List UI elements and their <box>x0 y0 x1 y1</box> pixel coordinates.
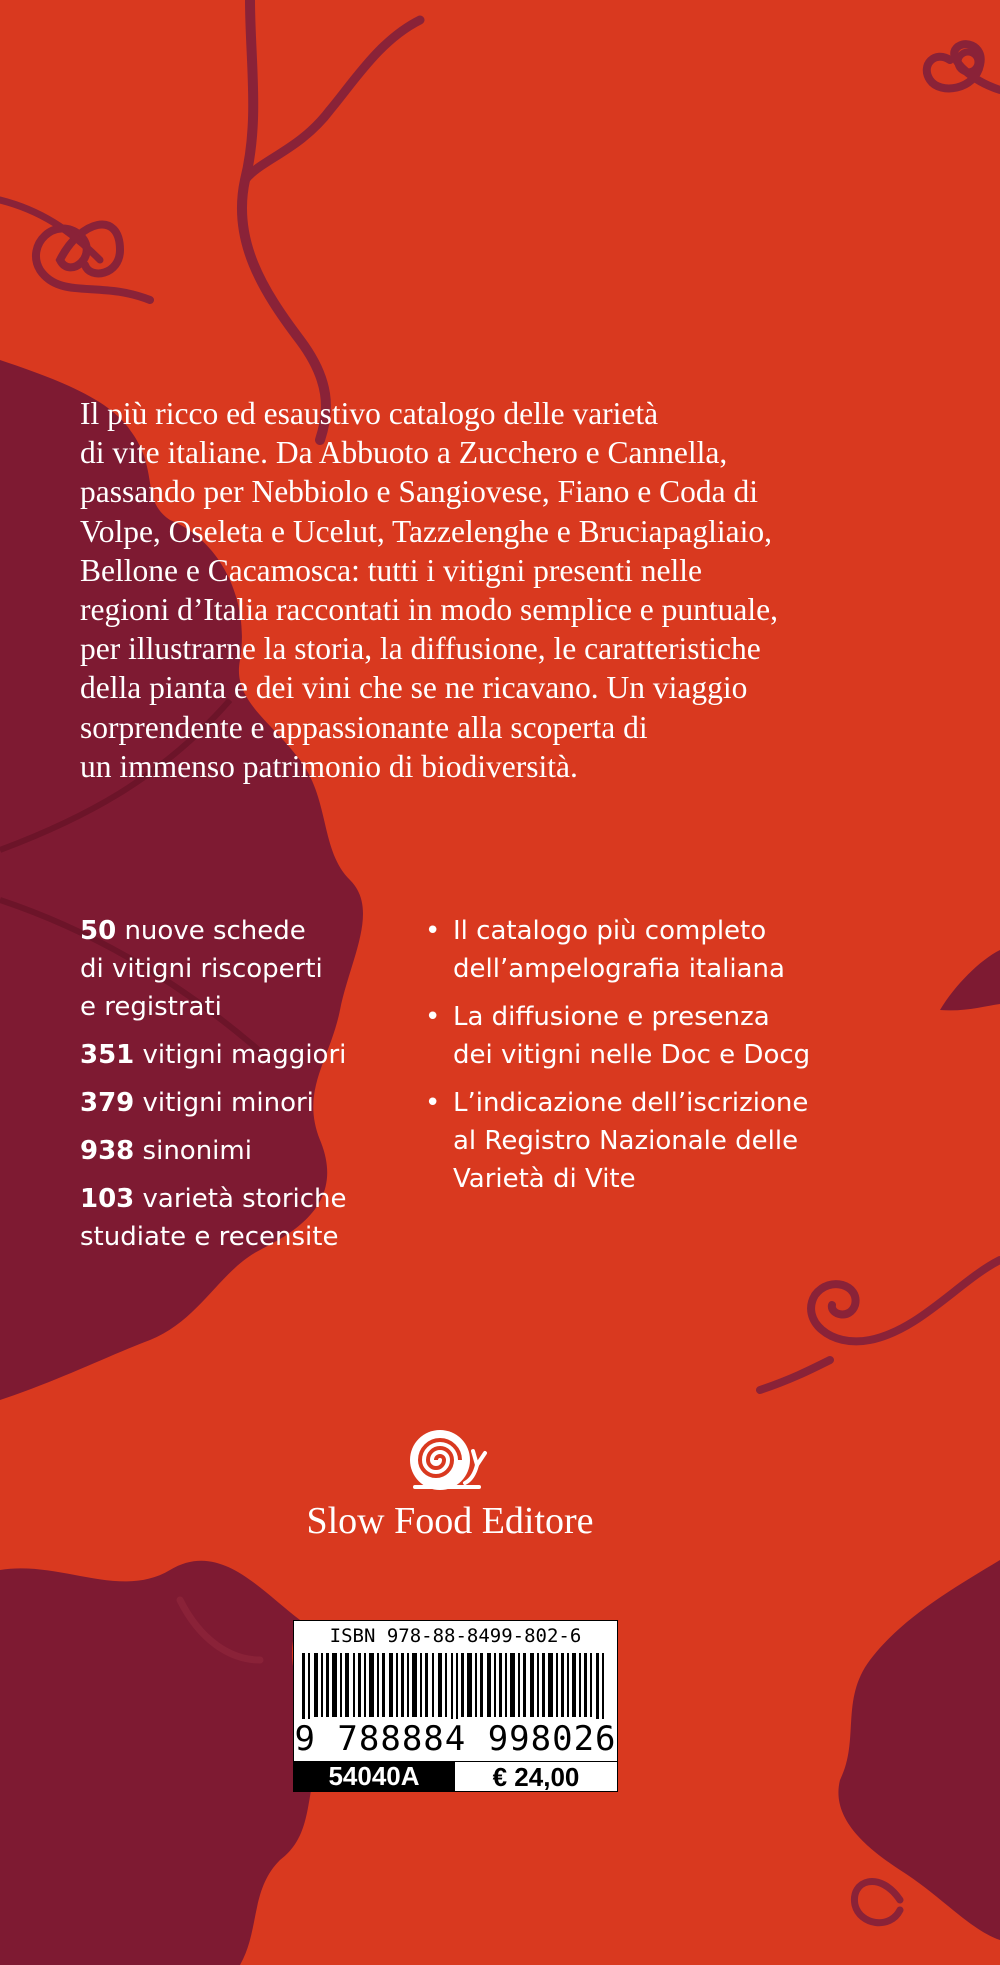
feature-text: al Registro Nazionale delle <box>453 1126 799 1156</box>
stat-number: 351 <box>80 1040 135 1070</box>
feature-text: Varietà di Vite <box>453 1164 636 1194</box>
stat-label: varietà storiche <box>134 1184 347 1214</box>
feature-text: dell’ampelografia italiana <box>453 954 785 984</box>
tendril-curl-top-left <box>36 225 150 300</box>
bullet-icon: • <box>425 1002 441 1032</box>
stat-label: nuove schede <box>116 916 306 946</box>
stat-item <box>80 1084 410 1122</box>
feature-text: L’indicazione dell’iscrizione <box>453 1088 809 1118</box>
description-line: di vite italiane. Da Abbuoto a Zucchero e Cannella, <box>80 435 728 471</box>
description-line: Bellone e Cacamosca: tutti i vitigni presenti nelle <box>80 552 702 588</box>
stat-number: 50 <box>80 916 117 946</box>
isbn-text: ISBN 978-88-8499-802-6 <box>329 1625 582 1647</box>
stat-item <box>80 1132 410 1170</box>
description-line: sorprendente e appassionante alla scoperta di <box>80 709 648 745</box>
stat-number: 379 <box>80 1088 135 1118</box>
stat-label: e registrati <box>80 992 222 1022</box>
barcode-label <box>293 1620 618 1792</box>
feature-text: dei vitigni nelle Doc e Docg <box>453 1040 811 1070</box>
barcode-icon <box>302 1653 609 1723</box>
feature-item <box>425 1084 945 1198</box>
ean-number: 9 788884 998026 <box>294 1719 617 1759</box>
stat-number: 103 <box>80 1184 135 1214</box>
stats-list <box>80 912 410 1266</box>
price-label: € 24,00 <box>454 1761 617 1791</box>
bullet-icon: • <box>425 1088 441 1118</box>
stat-item <box>80 912 410 1026</box>
bullet-icon: • <box>425 916 441 946</box>
bottom-left-leaf <box>0 1561 330 1965</box>
description-line: per illustrarne la storia, la diffusione, le caratteristiche <box>80 631 761 667</box>
description-line: un immenso patrimonio di biodiversità. <box>80 748 578 784</box>
feature-text: La diffusione e presenza <box>453 1002 770 1032</box>
description-line: Il più ricco ed esaustivo catalogo delle varietà <box>80 396 659 431</box>
publisher-name: Slow Food Editore <box>306 1500 594 1542</box>
stat-label: sinonimi <box>134 1136 252 1166</box>
description-line: regioni d’Italia raccontati in modo semplice e puntuale, <box>80 592 778 628</box>
tendril-curl-bottom-right <box>811 1260 1000 1341</box>
description-line: Volpe, Oseleta e Ucelut, Tazzelenghe e Bruciapagliaio, <box>80 513 772 549</box>
right-leaf-tip <box>940 950 1000 1010</box>
features-list <box>425 912 945 1208</box>
stat-number: 938 <box>80 1136 135 1166</box>
description-line: passando per Nebbiolo e Sangiovese, Fiano e Coda di <box>80 474 758 510</box>
snail-icon <box>405 1425 495 1495</box>
vine-stem <box>242 0 326 440</box>
feature-item <box>425 998 945 1074</box>
feature-text: Il catalogo più completo <box>453 916 767 946</box>
stat-label: vitigni minori <box>134 1088 314 1118</box>
description-line: della pianta e dei vini che se ne ricavano. Un viaggio <box>80 670 748 706</box>
product-code: 54040A <box>294 1761 454 1791</box>
stat-label: vitigni maggiori <box>134 1040 347 1070</box>
publisher-logo <box>270 1425 630 1543</box>
stat-item <box>80 1036 410 1074</box>
description-text <box>80 394 900 786</box>
stat-label: di vitigni riscoperti <box>80 954 323 984</box>
stat-item <box>80 1180 410 1256</box>
stat-label: studiate e recensite <box>80 1222 339 1252</box>
feature-item <box>425 912 945 988</box>
